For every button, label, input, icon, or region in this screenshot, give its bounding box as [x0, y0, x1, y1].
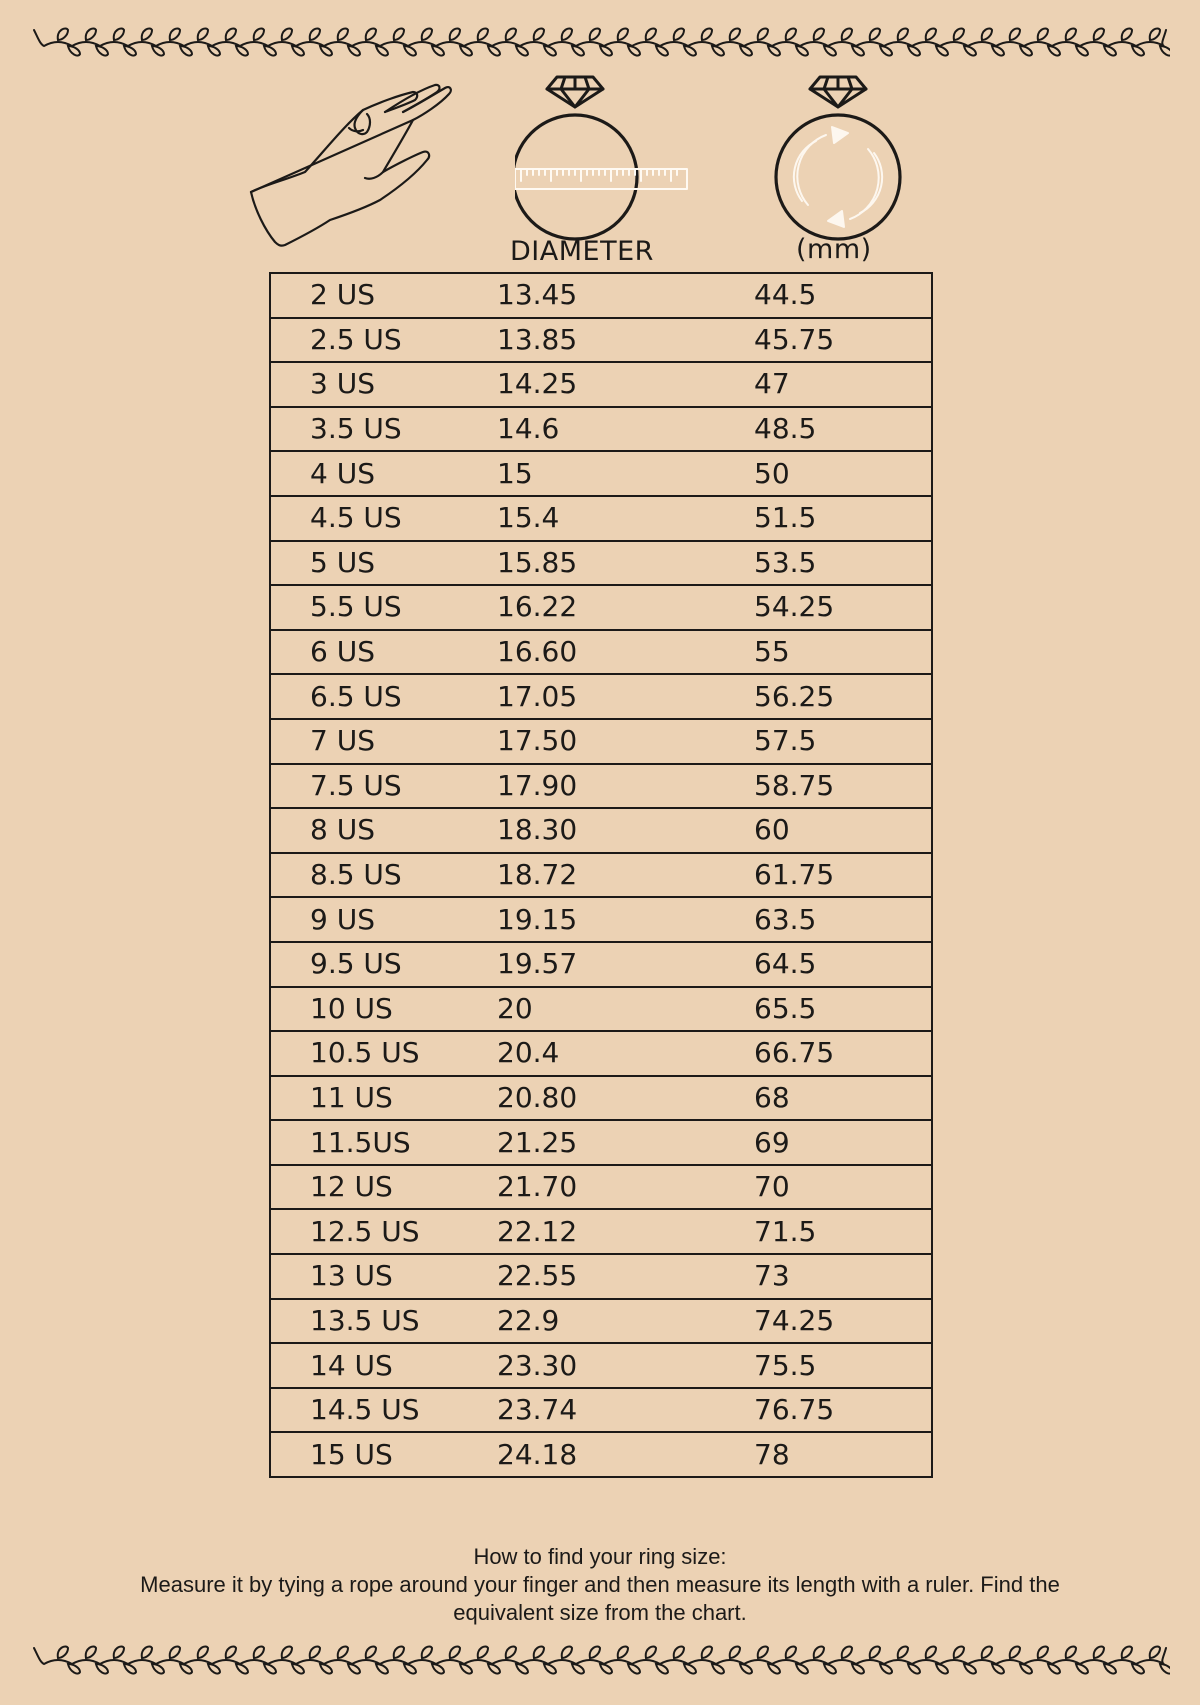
table-row — [270, 630, 932, 675]
mm-cell: 60 — [754, 808, 932, 853]
diameter-cell: 19.15 — [497, 897, 754, 942]
table-row — [270, 1299, 932, 1344]
table-row — [270, 1388, 932, 1433]
mm-cell: 73 — [754, 1254, 932, 1299]
size-cell: 2.5 US — [270, 318, 497, 363]
table-row — [270, 1209, 932, 1254]
mm-cell: 63.5 — [754, 897, 932, 942]
diamond-ring-ruler-icon — [515, 65, 695, 245]
size-cell: 6.5 US — [270, 674, 497, 719]
size-cell: 7 US — [270, 719, 497, 764]
size-cell: 11.5US — [270, 1120, 497, 1165]
mm-cell: 68 — [754, 1076, 932, 1121]
size-cell: 5 US — [270, 541, 497, 586]
diameter-cell: 23.30 — [497, 1343, 754, 1388]
size-cell: 5.5 US — [270, 585, 497, 630]
size-cell: 8.5 US — [270, 853, 497, 898]
diameter-cell: 20.80 — [497, 1076, 754, 1121]
table-row — [270, 318, 932, 363]
size-cell: 9 US — [270, 897, 497, 942]
mm-cell: 47 — [754, 362, 932, 407]
mm-cell: 58.75 — [754, 764, 932, 809]
instructions-line-1: Measure it by tying a rope around your finger and then measure its length with a ruler. Find the — [140, 1572, 1060, 1597]
table-row — [270, 1343, 932, 1388]
diameter-column-label: DIAMETER — [510, 236, 654, 267]
instructions-heading: How to find your ring size: — [473, 1544, 727, 1569]
diameter-cell: 15 — [497, 451, 754, 496]
size-cell: 3 US — [270, 362, 497, 407]
size-cell: 4.5 US — [270, 496, 497, 541]
table-row — [270, 1031, 932, 1076]
mm-cell: 75.5 — [754, 1343, 932, 1388]
diameter-cell: 18.72 — [497, 853, 754, 898]
mm-cell: 65.5 — [754, 987, 932, 1032]
size-cell: 7.5 US — [270, 764, 497, 809]
mm-cell: 64.5 — [754, 942, 932, 987]
diameter-cell: 22.55 — [497, 1254, 754, 1299]
size-cell: 3.5 US — [270, 407, 497, 452]
diameter-cell: 19.57 — [497, 942, 754, 987]
diameter-cell: 13.45 — [497, 273, 754, 318]
table-row — [270, 942, 932, 987]
table-row — [270, 853, 932, 898]
size-cell: 13 US — [270, 1254, 497, 1299]
diameter-cell: 17.50 — [497, 719, 754, 764]
mm-cell: 56.25 — [754, 674, 932, 719]
mm-cell: 48.5 — [754, 407, 932, 452]
mm-cell: 51.5 — [754, 496, 932, 541]
diameter-cell: 21.25 — [497, 1120, 754, 1165]
size-cell: 13.5 US — [270, 1299, 497, 1344]
size-cell: 12.5 US — [270, 1209, 497, 1254]
size-cell: 10 US — [270, 987, 497, 1032]
diameter-cell: 17.90 — [497, 764, 754, 809]
leaf-vine-top-icon — [30, 20, 1170, 70]
hand-icon — [245, 80, 480, 265]
leaf-vine-bottom-icon — [30, 1638, 1170, 1688]
diameter-cell: 18.30 — [497, 808, 754, 853]
diameter-cell: 14.6 — [497, 407, 754, 452]
table-row — [270, 362, 932, 407]
mm-cell: 61.75 — [754, 853, 932, 898]
mm-cell: 74.25 — [754, 1299, 932, 1344]
table-row — [270, 496, 932, 541]
table-row — [270, 273, 932, 318]
table-row — [270, 1165, 932, 1210]
instructions-line-2: equivalent size from the chart. — [453, 1600, 747, 1625]
mm-cell: 53.5 — [754, 541, 932, 586]
table-row — [270, 719, 932, 764]
size-cell: 14.5 US — [270, 1388, 497, 1433]
diameter-cell: 24.18 — [497, 1432, 754, 1477]
size-cell: 2 US — [270, 273, 497, 318]
size-cell: 11 US — [270, 1076, 497, 1121]
mm-cell: 70 — [754, 1165, 932, 1210]
diameter-cell: 15.85 — [497, 541, 754, 586]
table-row — [270, 1254, 932, 1299]
table-row — [270, 808, 932, 853]
mm-cell: 71.5 — [754, 1209, 932, 1254]
diameter-cell: 20.4 — [497, 1031, 754, 1076]
diameter-cell: 16.60 — [497, 630, 754, 675]
table-row — [270, 451, 932, 496]
diameter-cell: 13.85 — [497, 318, 754, 363]
mm-cell: 78 — [754, 1432, 932, 1477]
mm-cell: 76.75 — [754, 1388, 932, 1433]
table-row — [270, 1076, 932, 1121]
mm-cell: 57.5 — [754, 719, 932, 764]
size-cell: 6 US — [270, 630, 497, 675]
size-cell: 9.5 US — [270, 942, 497, 987]
size-cell: 14 US — [270, 1343, 497, 1388]
diameter-cell: 22.9 — [497, 1299, 754, 1344]
size-cell: 8 US — [270, 808, 497, 853]
table-row — [270, 1432, 932, 1477]
diameter-cell: 20 — [497, 987, 754, 1032]
mm-cell: 45.75 — [754, 318, 932, 363]
size-cell: 4 US — [270, 451, 497, 496]
diameter-cell: 22.12 — [497, 1209, 754, 1254]
diameter-cell: 21.70 — [497, 1165, 754, 1210]
size-cell: 10.5 US — [270, 1031, 497, 1076]
table-row — [270, 541, 932, 586]
size-cell: 15 US — [270, 1432, 497, 1477]
table-row — [270, 585, 932, 630]
mm-cell: 69 — [754, 1120, 932, 1165]
diamond-ring-circumference-icon — [768, 65, 908, 245]
table-row — [270, 674, 932, 719]
diameter-cell: 17.05 — [497, 674, 754, 719]
mm-cell: 55 — [754, 630, 932, 675]
mm-cell: 66.75 — [754, 1031, 932, 1076]
diameter-cell: 15.4 — [497, 496, 754, 541]
table-row — [270, 764, 932, 809]
diameter-cell: 23.74 — [497, 1388, 754, 1433]
table-row — [270, 987, 932, 1032]
size-cell: 12 US — [270, 1165, 497, 1210]
table-row — [270, 407, 932, 452]
table-row — [270, 1120, 932, 1165]
mm-column-label: (mm) — [796, 234, 872, 265]
diameter-cell: 16.22 — [497, 585, 754, 630]
mm-cell: 44.5 — [754, 273, 932, 318]
ring-size-table — [269, 272, 933, 1478]
instructions — [80, 1543, 1120, 1627]
table-row — [270, 897, 932, 942]
diameter-cell: 14.25 — [497, 362, 754, 407]
mm-cell: 50 — [754, 451, 932, 496]
mm-cell: 54.25 — [754, 585, 932, 630]
